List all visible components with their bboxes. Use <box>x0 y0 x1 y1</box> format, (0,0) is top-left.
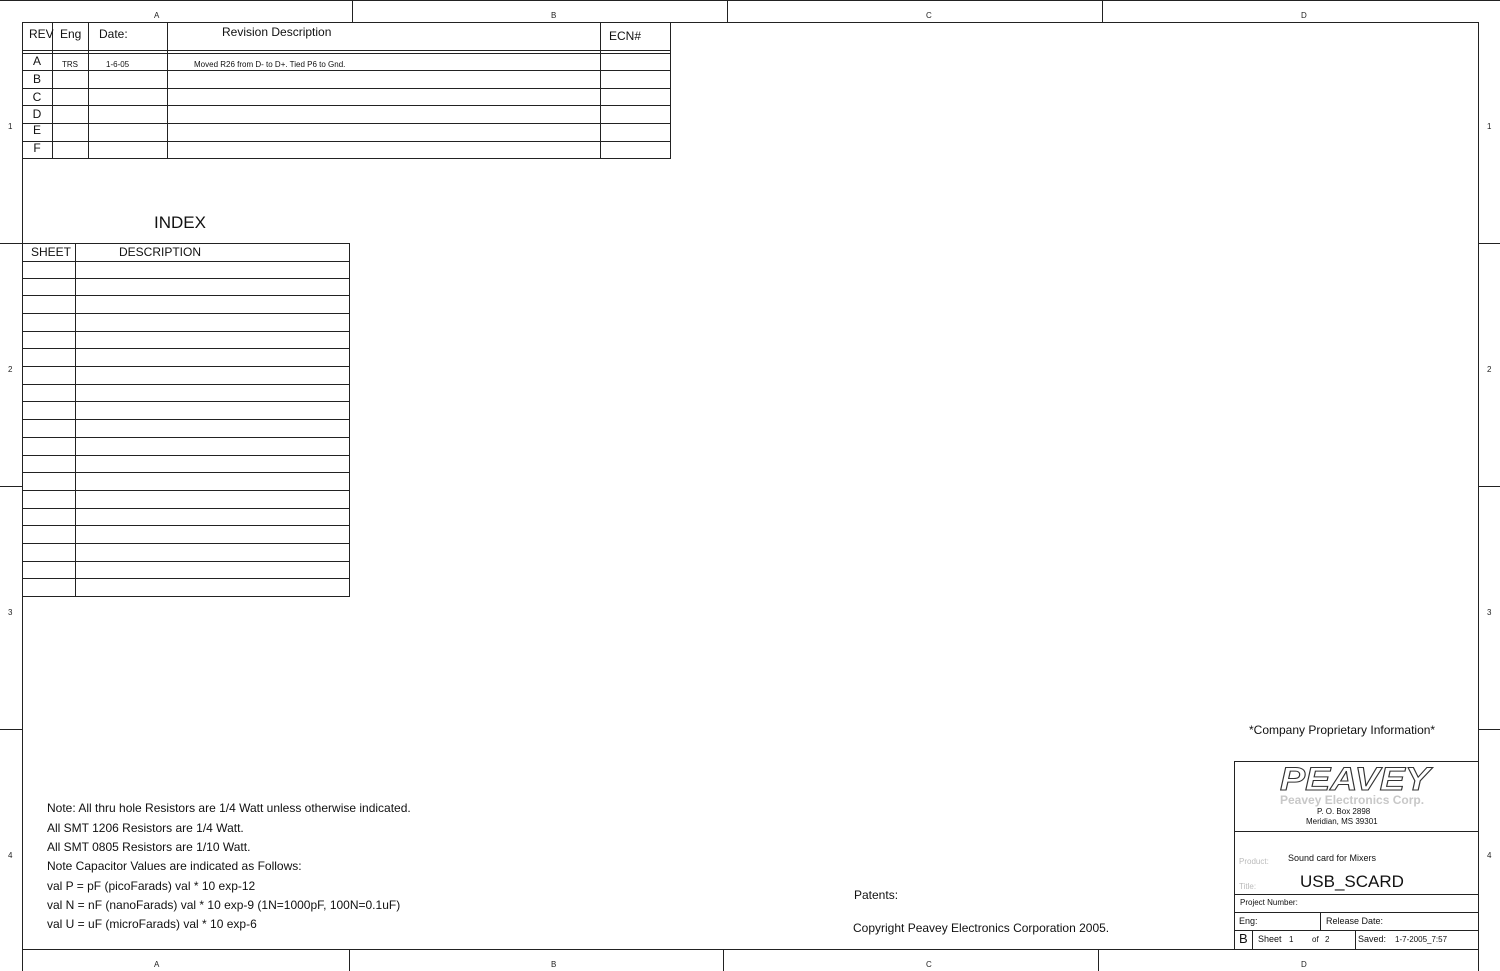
release-date-label: Release Date: <box>1326 916 1384 926</box>
index-row <box>22 332 349 350</box>
zone-col-a-top: A <box>154 11 160 20</box>
sheet-size: B <box>1239 931 1248 946</box>
zone-col-c-bottom: C <box>926 960 932 969</box>
index-row <box>22 314 349 332</box>
index-row <box>22 438 349 456</box>
index-row <box>22 420 349 438</box>
zone-col-d-top: D <box>1301 11 1307 20</box>
saved-value: 1-7-2005_7:57 <box>1395 935 1448 944</box>
eng-label: Eng: <box>1239 916 1258 926</box>
patents-label: Patents: <box>854 888 899 902</box>
rev-eng: TRS <box>62 60 78 69</box>
note-line: All SMT 0805 Resistors are 1/10 Watt. <box>47 840 251 854</box>
zone-row-2-right: 2 <box>1487 365 1492 374</box>
index-row <box>22 544 349 562</box>
zone-col-b-top: B <box>551 11 557 20</box>
company-name: Peavey Electronics Corp. <box>1280 793 1425 807</box>
index-row <box>22 473 349 491</box>
revision-row <box>22 71 671 89</box>
zone-row-4-left: 4 <box>8 851 13 860</box>
index-row <box>22 261 349 279</box>
index-row <box>22 456 349 474</box>
rev-letter: E <box>32 123 41 138</box>
sheet-total: 2 <box>1325 935 1330 944</box>
saved-label: Saved: <box>1358 934 1387 944</box>
rev-date: 1-6-05 <box>106 60 130 69</box>
index-row <box>22 385 349 403</box>
svg-text:PEAVEY: PEAVEY <box>1280 764 1434 794</box>
sheet-number: 1 <box>1289 935 1294 944</box>
revision-row <box>22 106 671 124</box>
address-line-2: Meridian, MS 39301 <box>1306 817 1378 826</box>
copyright-text: Copyright Peavey Electronics Corporation 2005. <box>853 921 1110 935</box>
index-row <box>22 296 349 314</box>
note-line: Note: All thru hole Resistors are 1/4 Watt unless otherwise indicated. <box>47 801 411 815</box>
zone-col-d-bottom: D <box>1301 960 1307 969</box>
rev-letter: C <box>32 89 42 104</box>
rev-header: REV <box>29 27 54 41</box>
rev-letter: B <box>32 71 41 86</box>
zone-col-b-bottom: B <box>551 960 557 969</box>
zone-row-4-right: 4 <box>1487 851 1492 860</box>
address-line-1: P. O. Box 2898 <box>1317 807 1371 816</box>
description-header: DESCRIPTION <box>119 245 202 259</box>
zone-col-a-bottom: A <box>154 960 160 969</box>
rev-description: Moved R26 from D- to D+. Tied P6 to Gnd. <box>194 60 346 69</box>
peavey-logo <box>1276 764 1434 794</box>
zone-row-2-left: 2 <box>8 365 13 374</box>
index-row <box>22 367 349 385</box>
title-value: USB_SCARD <box>1300 872 1404 891</box>
ecn-header: ECN# <box>609 29 642 43</box>
index-row <box>22 402 349 420</box>
revision-description-header: Revision Description <box>222 25 332 39</box>
eng-header: Eng <box>60 27 82 41</box>
revision-row <box>22 53 671 71</box>
zone-row-1-right: 1 <box>1487 122 1492 131</box>
product-value: Sound card for Mixers <box>1288 853 1377 863</box>
index-row <box>22 526 349 544</box>
zone-row-3-right: 3 <box>1487 608 1492 617</box>
index-row <box>22 579 349 597</box>
note-line: val P = pF (picoFarads) val * 10 exp-12 <box>47 879 256 893</box>
index-row <box>22 509 349 527</box>
rev-letter: A <box>32 54 41 68</box>
revision-row <box>22 124 671 142</box>
zone-row-3-left: 3 <box>8 608 13 617</box>
index-row <box>22 562 349 580</box>
zone-col-c-top: C <box>926 11 932 20</box>
index-row <box>22 491 349 509</box>
date-header: Date: <box>99 27 128 41</box>
rev-letter: F <box>33 140 41 155</box>
sheet-label: Sheet <box>1258 934 1282 944</box>
note-line: val N = nF (nanoFarads) val * 10 exp-9 (1N=1000pF, 100N=0.1uF) <box>47 898 401 912</box>
of-label: of <box>1312 935 1319 944</box>
note-line: All SMT 1206 Resistors are 1/4 Watt. <box>47 821 244 835</box>
rev-letter: D <box>32 107 42 122</box>
index-row <box>22 349 349 367</box>
sheet-header: SHEET <box>31 245 72 259</box>
project-number-label: Project Number: <box>1240 898 1298 907</box>
zone-row-1-left: 1 <box>8 122 13 131</box>
note-line: Note Capacitor Values are indicated as Follows: <box>47 859 302 873</box>
product-label: Product: <box>1239 857 1269 866</box>
revision-row <box>22 142 671 160</box>
proprietary-notice: *Company Proprietary Information* <box>1249 723 1436 737</box>
note-line: val U = uF (microFarads) val * 10 exp-6 <box>47 917 257 931</box>
index-row <box>22 279 349 297</box>
revision-row <box>22 89 671 107</box>
index-title: INDEX <box>154 213 206 232</box>
title-label: Title: <box>1239 882 1257 891</box>
